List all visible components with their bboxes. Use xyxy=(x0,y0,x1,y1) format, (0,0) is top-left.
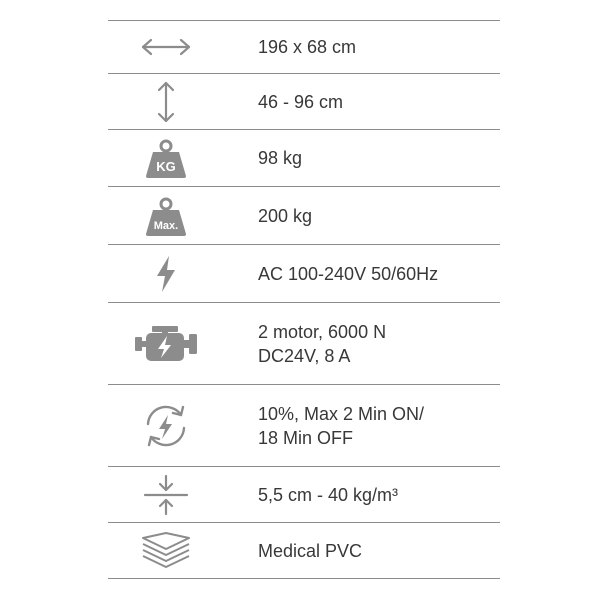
spec-value-mattress xyxy=(258,467,500,522)
weight-max-icon-label: Max. xyxy=(153,219,179,232)
layers-icon xyxy=(108,523,224,578)
spec-row-weight xyxy=(108,129,500,186)
spec-row-motor xyxy=(108,302,500,384)
spec-row-dimensions xyxy=(108,20,500,73)
spec-line: 5,5 cm - 40 kg/m³ xyxy=(258,484,399,505)
spec-value-dimensions xyxy=(258,21,500,73)
spec-table xyxy=(108,20,500,579)
spec-row-power xyxy=(108,244,500,302)
spec-row-duty-cycle xyxy=(108,384,500,466)
spec-value-height xyxy=(258,74,500,129)
spec-line: 98 kg xyxy=(258,148,303,168)
spec-line: AC 100-240V 50/60Hz xyxy=(258,263,439,284)
lightning-icon xyxy=(108,245,224,302)
horizontal-arrows-icon xyxy=(108,21,224,73)
spec-value-weight xyxy=(258,130,500,186)
spec-line: 196 x 68 cm xyxy=(258,37,357,57)
spec-line: 46 - 96 cm xyxy=(258,91,344,112)
compression-icon xyxy=(108,467,224,522)
motor-icon xyxy=(108,303,224,384)
spec-value-motor xyxy=(258,303,500,384)
spec-row-max-load xyxy=(108,186,500,244)
spec-line: 200 kg xyxy=(258,205,313,226)
spec-line: 10%, Max 2 Min ON/ xyxy=(258,403,425,424)
weight-kg-icon xyxy=(108,130,224,186)
weight-kg-icon-label: KG xyxy=(156,159,176,174)
weight-max-icon xyxy=(108,187,224,244)
spec-value-max-load xyxy=(258,187,500,244)
spec-line: 18 Min OFF xyxy=(258,427,354,448)
spec-value-material xyxy=(258,523,500,578)
spec-row-mattress xyxy=(108,466,500,522)
spec-value-duty-cycle xyxy=(258,385,500,466)
spec-line: Medical PVC xyxy=(258,540,363,561)
spec-line: 2 motor, 6000 N xyxy=(258,321,387,342)
spec-value-power xyxy=(258,245,500,302)
spec-row-material xyxy=(108,522,500,579)
spec-line: DC24V, 8 A xyxy=(258,345,351,366)
spec-row-height xyxy=(108,73,500,129)
vertical-arrows-icon xyxy=(108,74,224,129)
cycle-power-icon xyxy=(108,385,224,466)
